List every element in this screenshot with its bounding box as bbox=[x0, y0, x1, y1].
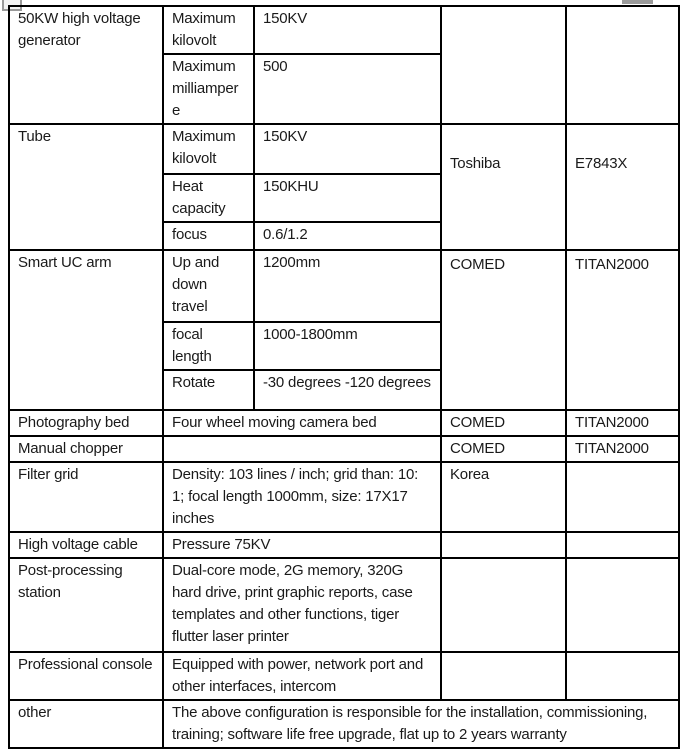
brand-cell: Korea bbox=[441, 462, 566, 532]
item-cell-photography-bed: Photography bed bbox=[9, 410, 163, 436]
model-cell: TITAN2000 bbox=[566, 436, 679, 462]
table-row bbox=[9, 250, 679, 322]
spec-value-cell: -30 degrees -120 degrees bbox=[254, 370, 441, 410]
column-resize-marker bbox=[622, 0, 653, 4]
brand-cell: COMED bbox=[441, 250, 566, 410]
spec-value-cell: 150KV bbox=[254, 6, 441, 54]
description-cell: Pressure 75KV bbox=[163, 532, 441, 558]
item-cell-post-processing-station: Post-processing station bbox=[9, 558, 163, 652]
model-cell: TITAN2000 bbox=[566, 250, 679, 410]
model-cell bbox=[566, 652, 679, 700]
brand-cell bbox=[441, 652, 566, 700]
table-row bbox=[9, 124, 679, 174]
table-row bbox=[9, 652, 679, 700]
item-cell-high-voltage-cable: High voltage cable bbox=[9, 532, 163, 558]
item-cell-other: other bbox=[9, 700, 163, 748]
model-cell bbox=[566, 532, 679, 558]
table-row bbox=[9, 532, 679, 558]
description-cell: Equipped with power, network port and other interfaces, intercom bbox=[163, 652, 441, 700]
brand-cell: COMED bbox=[441, 410, 566, 436]
spec-value-cell: 500 bbox=[254, 54, 441, 124]
model-cell bbox=[566, 6, 679, 124]
model-cell bbox=[566, 462, 679, 532]
description-cell: Dual-core mode, 2G memory, 320G hard drive, print graphic reports, case templates and other functions, tiger flutter laser printer bbox=[163, 558, 441, 652]
brand-cell: COMED bbox=[441, 436, 566, 462]
item-cell-filter-grid: Filter grid bbox=[9, 462, 163, 532]
brand-cell bbox=[441, 6, 566, 124]
spec-value-cell: 0.6/1.2 bbox=[254, 222, 441, 250]
item-cell-manual-chopper: Manual chopper bbox=[9, 436, 163, 462]
spec-name-cell: Rotate bbox=[163, 370, 254, 410]
spec-value-cell: 150KV bbox=[254, 124, 441, 174]
description-cell: Density: 103 lines / inch; grid than: 10: 1; focal length 1000mm, size: 17X17 inches bbox=[163, 462, 441, 532]
table-row bbox=[9, 436, 679, 462]
model-cell bbox=[566, 558, 679, 652]
footer-description-cell: The above configuration is responsible for the installation, commissioning, training; software life free upgrade, flat up to 2 years warranty bbox=[163, 700, 679, 748]
spec-name-cell: focus bbox=[163, 222, 254, 250]
equipment-spec-table bbox=[8, 5, 680, 749]
table-row bbox=[9, 462, 679, 532]
spec-name-cell: Maximum milliampere bbox=[163, 54, 254, 124]
table-row bbox=[9, 410, 679, 436]
model-cell: E7843X bbox=[566, 124, 679, 250]
spec-name-cell: Maximum kilovolt bbox=[163, 6, 254, 54]
spec-value-cell: 1200mm bbox=[254, 250, 441, 322]
item-cell-generator: 50KW high voltage generator bbox=[9, 6, 163, 124]
brand-cell: Toshiba bbox=[441, 124, 566, 250]
table-row bbox=[9, 558, 679, 652]
spec-name-cell: focal length bbox=[163, 322, 254, 370]
item-cell-professional-console: Professional console bbox=[9, 652, 163, 700]
table-row bbox=[9, 6, 679, 54]
table-row bbox=[9, 700, 679, 748]
item-cell-tube: Tube bbox=[9, 124, 163, 250]
spec-name-cell: Up and down travel bbox=[163, 250, 254, 322]
item-cell-smart-uc-arm: Smart UC arm bbox=[9, 250, 163, 410]
brand-cell bbox=[441, 532, 566, 558]
description-cell: Four wheel moving camera bed bbox=[163, 410, 441, 436]
spec-value-cell: 1000-1800mm bbox=[254, 322, 441, 370]
brand-cell bbox=[441, 558, 566, 652]
model-cell: TITAN2000 bbox=[566, 410, 679, 436]
spec-value-cell: 150KHU bbox=[254, 174, 441, 222]
description-cell bbox=[163, 436, 441, 462]
spec-name-cell: Maximum kilovolt bbox=[163, 124, 254, 174]
spec-name-cell: Heat capacity bbox=[163, 174, 254, 222]
